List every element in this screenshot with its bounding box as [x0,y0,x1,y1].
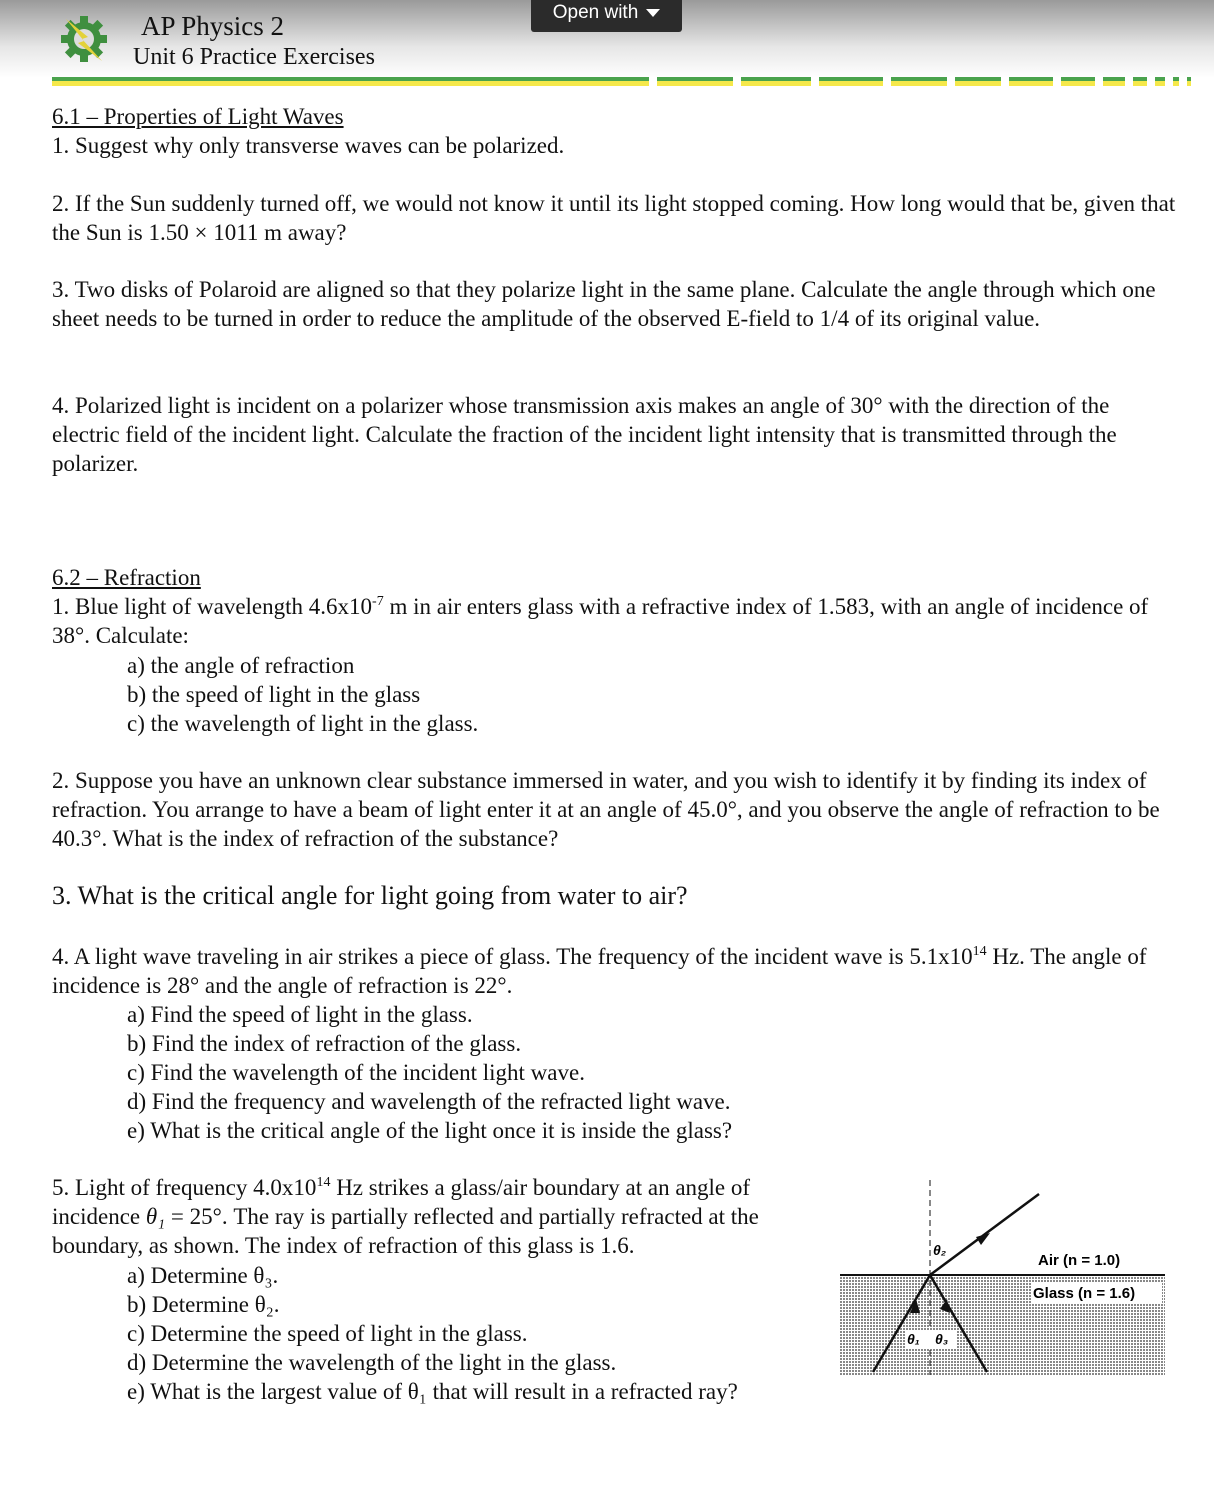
sub-item: d) Determine the wavelength of the light in the glass. [127,1350,617,1375]
doc-title: AP Physics 2 [141,11,285,41]
refracted-ray [930,1194,1039,1275]
open-with-button[interactable] [531,0,682,32]
theta3-label: θ₃ [935,1331,949,1347]
open-with-label: Open with [552,2,639,23]
air-label: Air (n = 1.0) [1038,1252,1121,1269]
dropdown-arrow-icon [646,9,660,17]
header [0,0,1214,78]
sub-item: e) What is the largest value of θ₁ that will result in a refracted ray? [127,1379,738,1404]
question-6-2-5: 5. Light of frequency $4.0x10^{14}$ Hz strikes a glass/air boundary at an angle of incidence θ₁ = 25°. The ray is partially reflected and partially refracted at the boundary, as shown. The index of refraction of this glass is 1.6. [52,1175,759,1258]
question-6-1-3: 3. Two disks of Polaroid are aligned so that they polarize light in the same plane. Calculate the angle through which one sheet needs to be turned in order to reduce the amplitude of the observed E-field to 1/4 of its original value. [52,277,1156,331]
sub-item: a) the angle of refraction [127,653,355,678]
question-6-1-4: 4. Polarized light is incident on a polarizer whose transmission axis makes an angle of 30° with the direction of the electric field of the incident light. Calculate the fraction of the incident light intensity that is transmitted through the polarizer. [52,393,1117,476]
gear-logo-icon [58,13,110,65]
sub-item: e) What is the critical angle of the light once it is inside the glass? [127,1118,733,1143]
sub-item: d) Find the frequency and wavelength of the refracted light wave. [127,1089,731,1114]
theta2-label: θ₂ [933,1242,947,1258]
sub-item: c) Determine the speed of light in the glass. [127,1321,528,1346]
sub-item: c) the wavelength of light in the glass. [127,711,479,736]
theta1-label: θ₁ [907,1331,920,1347]
doc-subtitle: Unit 6 Practice Exercises [133,44,375,70]
section-6-1-heading: 6.1 – Properties of Light Waves [52,104,344,129]
question-6-2-2: 2. Suppose you have an unknown clear substance immersed in water, and you wish to identify it by finding its index of refraction. You arrange to have a beam of light enter it at an angle of 45.0°, and you observe the angle of refraction to be 40.3°. What is the index of refraction of the substance? [52,768,1160,851]
sub-item: b) the speed of light in the glass [127,682,421,707]
question-6-2-3: 3. What is the critical angle for light going from water to air? [52,881,688,910]
question-6-1-1: 1. Suggest why only transverse waves can be polarized. [52,133,565,158]
section-6-2-heading: 6.2 – Refraction [52,565,201,590]
question-6-2-4: 4. A light wave traveling in air strikes a piece of glass. The frequency of the incident wave is $5.1x10^{14}$ Hz. The angle of incidence is 28° and the angle of refraction is 22°. [52,944,1147,998]
sub-item: b) Find the index of refraction of the glass. [127,1031,522,1056]
glass-label: Glass (n = 1.6) [1033,1285,1136,1302]
question-6-2-1: 1. Blue light of wavelength $4.6x10^{-7}$ m in air enters glass with a refractive index of 1.583, with an angle of incidence of 38°. Calculate: [52,594,1149,648]
sub-item: b) Determine θ₂. [127,1292,280,1317]
question-6-1-2: 2. If the Sun suddenly turned off, we would not know it until its light stopped coming. How long would that be, given that the Sun is 1.50 × 1011 m away? [52,191,1176,245]
sub-item: c) Find the wavelength of the incident light wave. [127,1060,585,1085]
sub-item: a) Determine θ₃. [127,1263,279,1288]
sub-item: a) Find the speed of light in the glass. [127,1002,473,1027]
refraction-diagram [840,1175,1170,1380]
